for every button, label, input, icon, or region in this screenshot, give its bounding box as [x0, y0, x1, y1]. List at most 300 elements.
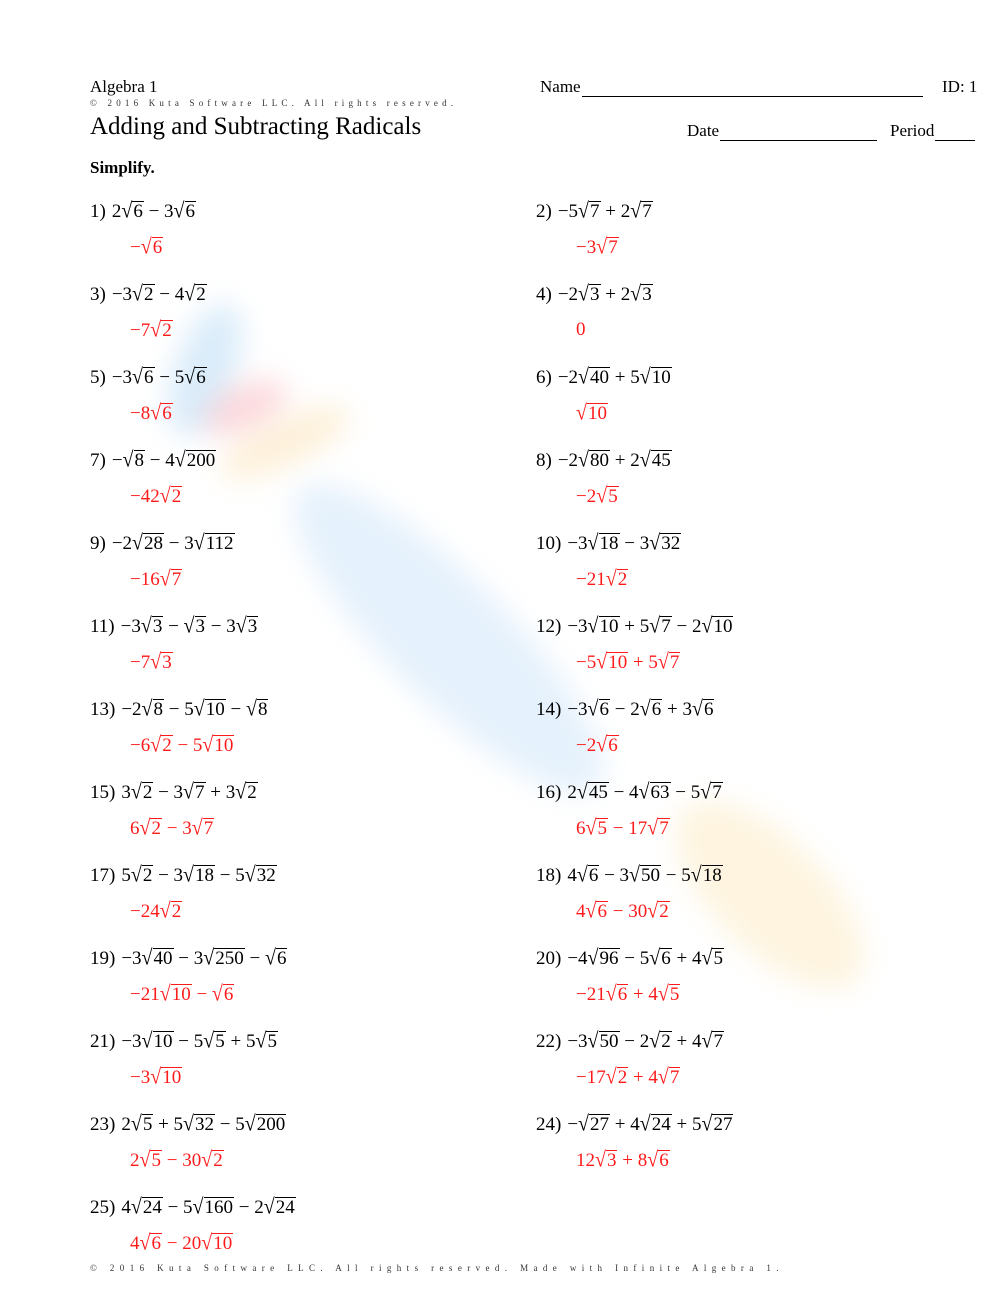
radical	[701, 615, 733, 638]
operator-term: + 5	[610, 367, 640, 388]
radical	[588, 1030, 620, 1053]
problem-21	[90, 1030, 278, 1053]
sqrt-icon: √	[130, 780, 142, 804]
radicand: 2	[142, 782, 153, 803]
copyright-top: © 2016 Kuta Software LLC. All rights reserved.	[90, 98, 458, 108]
problem-number: 24)	[536, 1114, 562, 1135]
radical	[160, 485, 182, 508]
sqrt-icon: √	[587, 1029, 599, 1053]
sqrt-icon: √	[193, 697, 205, 721]
radical	[577, 781, 609, 804]
radicand: 2	[151, 818, 161, 839]
coefficient: −3	[111, 284, 133, 305]
radical	[235, 781, 257, 804]
radicand: 3	[152, 616, 163, 637]
sqrt-icon: √	[638, 780, 650, 804]
sqrt-icon: √	[245, 697, 257, 721]
radical	[649, 532, 681, 555]
radicand: 7	[712, 782, 722, 803]
radical	[212, 983, 234, 1006]
radicand: 2	[144, 284, 154, 305]
problem-number: 22)	[536, 1031, 562, 1052]
operator-term: 4	[130, 1233, 140, 1254]
radical	[596, 734, 618, 757]
problem-2	[536, 200, 653, 223]
operator-term: + 2	[600, 284, 631, 305]
coefficient: 4	[567, 865, 577, 886]
sqrt-icon: √	[150, 650, 162, 674]
radicand: 3	[195, 616, 206, 637]
sqrt-icon: √	[150, 401, 162, 425]
problem-expression	[112, 283, 207, 306]
radical	[141, 615, 163, 638]
radicand: 6	[703, 699, 714, 720]
watermark-band	[646, 771, 893, 1018]
problem-22	[536, 1030, 724, 1053]
operator-term: + 5	[619, 616, 650, 637]
operator-term: − 5	[215, 865, 245, 886]
sqrt-icon: √	[203, 946, 215, 970]
radicand: 6	[152, 237, 163, 258]
date-blank-line[interactable]	[720, 124, 877, 141]
sqrt-icon: √	[183, 1112, 195, 1136]
radical	[174, 200, 196, 223]
sqrt-icon: √	[235, 780, 247, 804]
operator-term: −5	[576, 652, 597, 673]
sqrt-icon: √	[183, 614, 195, 638]
sqrt-icon: √	[202, 733, 214, 757]
radical	[647, 900, 669, 923]
operator-term: −3	[576, 237, 597, 258]
radicand: 7	[608, 237, 618, 258]
watermark-blob	[195, 368, 296, 447]
period-blank-line[interactable]	[935, 124, 975, 141]
answer-15	[130, 817, 214, 840]
radicand: 6	[617, 984, 628, 1005]
problem-3	[90, 283, 207, 306]
answer-22	[576, 1066, 680, 1089]
sqrt-icon: √	[576, 401, 587, 425]
radical	[201, 1149, 223, 1172]
problem-20	[536, 947, 724, 970]
answer-3	[130, 319, 173, 342]
radical	[578, 283, 600, 306]
problem-expression	[121, 1030, 278, 1053]
problem-number: 13)	[90, 699, 116, 720]
radicand: 24	[651, 1114, 671, 1135]
problem-number: 15)	[90, 782, 116, 803]
operator-term: − 5	[619, 948, 650, 969]
problem-number: 20)	[536, 948, 562, 969]
sqrt-icon: √	[201, 1148, 213, 1172]
sqrt-icon: √	[587, 946, 599, 970]
radicand: 6	[151, 1233, 161, 1254]
coefficient: −	[111, 450, 123, 471]
operator-term: − 4	[608, 782, 639, 803]
problem-14	[536, 698, 714, 721]
radical	[160, 568, 182, 591]
problem-13	[90, 698, 268, 721]
radicand: 8	[257, 699, 268, 720]
radical	[140, 1232, 162, 1255]
sqrt-icon: √	[174, 448, 186, 472]
radical	[640, 449, 672, 472]
sqrt-icon: √	[150, 318, 162, 342]
sqrt-icon: √	[130, 863, 142, 887]
coefficient: −3	[121, 1031, 142, 1052]
radical	[140, 817, 162, 840]
problem-expression	[567, 615, 733, 638]
radical	[578, 1113, 610, 1136]
name-blank-line[interactable]	[582, 80, 923, 97]
radicand: 5	[669, 984, 680, 1005]
radical	[586, 817, 608, 840]
sqrt-icon: √	[639, 1112, 651, 1136]
problem-number: 23)	[90, 1114, 116, 1135]
coefficient: −2	[557, 284, 579, 305]
radical	[202, 734, 234, 757]
sqrt-icon: √	[587, 531, 599, 555]
sqrt-icon: √	[605, 567, 617, 591]
sqrt-icon: √	[263, 1195, 275, 1219]
answer-9	[130, 568, 182, 591]
radicand: 6	[651, 699, 662, 720]
radicand: 2	[661, 1031, 671, 1052]
operator-term: −7	[130, 320, 151, 341]
sqrt-icon: √	[587, 614, 599, 638]
radicand: 10	[608, 652, 628, 673]
answer-18	[576, 900, 670, 923]
radicand: 7	[590, 201, 600, 222]
coefficient: −2	[111, 533, 133, 554]
radicand: 27	[713, 1114, 733, 1135]
problem-24	[536, 1113, 733, 1136]
radical	[577, 864, 599, 887]
sqrt-icon: √	[587, 697, 599, 721]
problem-15	[90, 781, 258, 804]
problem-number: 6)	[536, 367, 552, 388]
radicand: 24	[275, 1197, 295, 1218]
sqrt-icon: √	[701, 1112, 713, 1136]
coefficient: 3	[121, 782, 131, 803]
radicand: 2	[162, 735, 172, 756]
answer-12	[576, 651, 680, 674]
operator-term: − 3	[143, 201, 174, 222]
radicand: 6	[599, 699, 610, 720]
operator-term: − 2	[619, 1031, 650, 1052]
operator-term: −	[225, 699, 246, 720]
radicand: 28	[144, 533, 164, 554]
radicand: 10	[205, 699, 225, 720]
operator-term: 4	[576, 901, 586, 922]
radical	[132, 283, 154, 306]
sqrt-icon: √	[244, 1112, 256, 1136]
radicand: 80	[590, 450, 610, 471]
answer-10	[576, 568, 628, 591]
operator-term: + 2	[610, 450, 640, 471]
radical	[658, 1066, 680, 1089]
answer-14	[576, 734, 619, 757]
radical	[183, 781, 205, 804]
radicand: 7	[669, 1067, 680, 1088]
operator-term: −8	[130, 403, 151, 424]
radicand: 250	[215, 948, 244, 969]
radicand: 10	[213, 1233, 233, 1254]
sqrt-icon: √	[140, 235, 152, 259]
sqrt-icon: √	[255, 1029, 267, 1053]
radical	[192, 817, 214, 840]
sqrt-icon: √	[211, 982, 223, 1006]
radical	[264, 1196, 296, 1219]
radical	[160, 900, 182, 923]
radical	[131, 864, 153, 887]
radical	[150, 734, 172, 757]
radicand: 6	[597, 901, 607, 922]
radicand: 6	[661, 948, 671, 969]
radical	[647, 817, 669, 840]
operator-term: −16	[130, 569, 160, 590]
problem-expression	[112, 200, 196, 223]
sqrt-icon: √	[630, 282, 642, 306]
course-label: Algebra 1	[90, 77, 158, 96]
sqrt-icon: √	[585, 816, 597, 840]
radicand: 32	[256, 865, 276, 886]
problem-6	[536, 366, 672, 389]
radical	[201, 1232, 233, 1255]
sqrt-icon: √	[578, 1112, 590, 1136]
coefficient: −	[567, 1114, 579, 1135]
date-field[interactable]	[687, 121, 877, 141]
sqrt-icon: √	[139, 1231, 151, 1255]
radicand: 10	[587, 403, 607, 424]
coefficient: 5	[121, 865, 131, 886]
operator-term: −21	[576, 569, 606, 590]
sqrt-icon: √	[576, 780, 588, 804]
radical	[265, 947, 287, 970]
operator-term: + 5	[153, 1114, 184, 1135]
operator-term: + 4	[628, 984, 658, 1005]
sqrt-icon: √	[585, 899, 597, 923]
sqrt-icon: √	[647, 1148, 659, 1172]
radicand: 7	[195, 782, 205, 803]
sqrt-icon: √	[244, 863, 256, 887]
sqrt-icon: √	[139, 816, 151, 840]
operator-term: −42	[130, 486, 160, 507]
problem-number: 3)	[90, 284, 106, 305]
radical	[640, 698, 662, 721]
radicand: 5	[267, 1031, 277, 1052]
operator-term: + 4	[628, 1067, 658, 1088]
radicand: 96	[599, 948, 619, 969]
problem-expression	[567, 532, 681, 555]
radicand: 3	[606, 1150, 617, 1171]
radical	[701, 1030, 723, 1053]
sqrt-icon: √	[121, 199, 133, 223]
problem-9	[90, 532, 235, 555]
operator-term: − 3	[153, 865, 184, 886]
sqrt-icon: √	[605, 1065, 617, 1089]
radical	[649, 947, 671, 970]
sqrt-icon: √	[173, 199, 185, 223]
problem-expression	[558, 449, 672, 472]
radical	[606, 568, 628, 591]
radicand: 8	[134, 450, 145, 471]
operator-term: − 2	[671, 616, 702, 637]
problem-number: 21)	[90, 1031, 116, 1052]
answer-24	[576, 1149, 670, 1172]
operator-term: + 4	[671, 948, 702, 969]
problem-number: 14)	[536, 699, 562, 720]
radicand: 7	[642, 201, 652, 222]
sqrt-icon: √	[201, 1231, 213, 1255]
radicand: 3	[590, 284, 600, 305]
operator-term: − 17	[607, 818, 648, 839]
sqrt-icon: √	[130, 1112, 142, 1136]
radical	[150, 402, 172, 425]
radicand: 112	[205, 533, 234, 554]
problem-1	[90, 200, 196, 223]
radicand: 40	[153, 948, 173, 969]
answer-19	[130, 983, 234, 1006]
radicand: 2	[617, 1067, 628, 1088]
sqrt-icon: √	[690, 863, 702, 887]
operator-term: + 3	[205, 782, 236, 803]
answer-1	[130, 236, 163, 259]
period-label: Period	[890, 121, 935, 140]
coefficient: −3	[567, 699, 588, 720]
sqrt-icon: √	[691, 697, 703, 721]
operator-term: −	[244, 948, 265, 969]
radical	[578, 366, 610, 389]
radicand: 6	[133, 201, 143, 222]
sqrt-icon: √	[141, 946, 153, 970]
radical	[639, 781, 671, 804]
sqrt-icon: √	[191, 816, 203, 840]
radical	[175, 449, 216, 472]
problem-expression	[567, 864, 722, 887]
radical	[691, 864, 723, 887]
sqrt-icon: √	[159, 899, 171, 923]
sqrt-icon: √	[647, 816, 659, 840]
problem-expression	[567, 947, 724, 970]
sqrt-icon: √	[639, 448, 651, 472]
operator-term: −2	[576, 735, 597, 756]
radicand: 5	[215, 1031, 225, 1052]
period-field[interactable]	[890, 121, 975, 141]
operator-term: − 5	[162, 1197, 193, 1218]
coefficient: −3	[121, 948, 142, 969]
sqrt-icon: √	[183, 780, 195, 804]
radicand: 6	[659, 1150, 669, 1171]
sqrt-icon: √	[629, 863, 641, 887]
radical	[630, 200, 652, 223]
radical	[701, 947, 723, 970]
operator-term: − 5	[173, 1031, 204, 1052]
operator-term: −3	[130, 1067, 151, 1088]
radical	[121, 200, 143, 223]
radicand: 5	[151, 1150, 161, 1171]
sqrt-icon: √	[639, 697, 651, 721]
radical	[640, 1113, 672, 1136]
radicand: 50	[599, 1031, 619, 1052]
problem-5	[90, 366, 207, 389]
problem-25	[90, 1196, 296, 1219]
coefficient: −2	[121, 699, 142, 720]
operator-term: − 5	[215, 1114, 245, 1135]
name-field[interactable]	[540, 77, 923, 97]
sqrt-icon: √	[184, 365, 196, 389]
answer-8	[576, 485, 619, 508]
worksheet-title: Adding and Subtracting Radicals	[90, 113, 422, 140]
radical	[692, 698, 714, 721]
answer-25	[130, 1232, 233, 1255]
sqrt-icon: √	[596, 484, 608, 508]
radicand: 2	[617, 569, 628, 590]
sqrt-icon: √	[576, 863, 588, 887]
coefficient: 4	[121, 1197, 131, 1218]
operator-term: − 30	[607, 901, 648, 922]
radicand: 6	[223, 984, 234, 1005]
operator-term: − 3	[619, 533, 650, 554]
sqrt-icon: √	[140, 614, 152, 638]
radical	[588, 532, 620, 555]
radicand: 2	[162, 320, 172, 341]
radical	[578, 200, 600, 223]
operator-term: 6	[576, 818, 586, 839]
radical	[183, 1113, 215, 1136]
sqrt-icon: √	[183, 863, 195, 887]
radical	[588, 698, 610, 721]
radicand: 10	[214, 735, 234, 756]
radical	[132, 366, 154, 389]
radicand: 7	[659, 818, 669, 839]
problem-10	[536, 532, 681, 555]
answer-17	[130, 900, 182, 923]
problem-expression	[567, 698, 714, 721]
radicand: 10	[162, 1067, 182, 1088]
radicand: 18	[599, 533, 619, 554]
problem-expression	[567, 1030, 724, 1053]
radicand: 10	[599, 616, 619, 637]
radicand: 7	[669, 652, 680, 673]
sqrt-icon: √	[649, 531, 661, 555]
operator-term: −	[191, 984, 212, 1005]
copyright-footer: © 2016 Kuta Software LLC. All rights reserved. Made with Infinite Algebra 1.	[90, 1263, 784, 1273]
radicand: 160	[204, 1197, 234, 1218]
radical	[236, 615, 258, 638]
sqrt-icon: √	[159, 567, 171, 591]
answer-16	[576, 817, 670, 840]
coefficient: 2	[121, 1114, 131, 1135]
operator-term: − 3	[161, 818, 192, 839]
radical	[649, 615, 671, 638]
operator-term: − 3	[599, 865, 630, 886]
radicand: 2	[142, 865, 153, 886]
radicand: 6	[588, 865, 599, 886]
sqrt-icon: √	[139, 1148, 151, 1172]
radicand: 5	[608, 486, 618, 507]
operator-term: −21	[576, 984, 606, 1005]
answer-21	[130, 1066, 182, 1089]
radicand: 6	[144, 367, 154, 388]
radical	[629, 864, 661, 887]
radical	[131, 1196, 163, 1219]
radicand: 6	[185, 201, 196, 222]
radical	[203, 1030, 225, 1053]
answer-7	[130, 485, 182, 508]
sqrt-icon: √	[130, 1195, 142, 1219]
sqrt-icon: √	[605, 982, 617, 1006]
